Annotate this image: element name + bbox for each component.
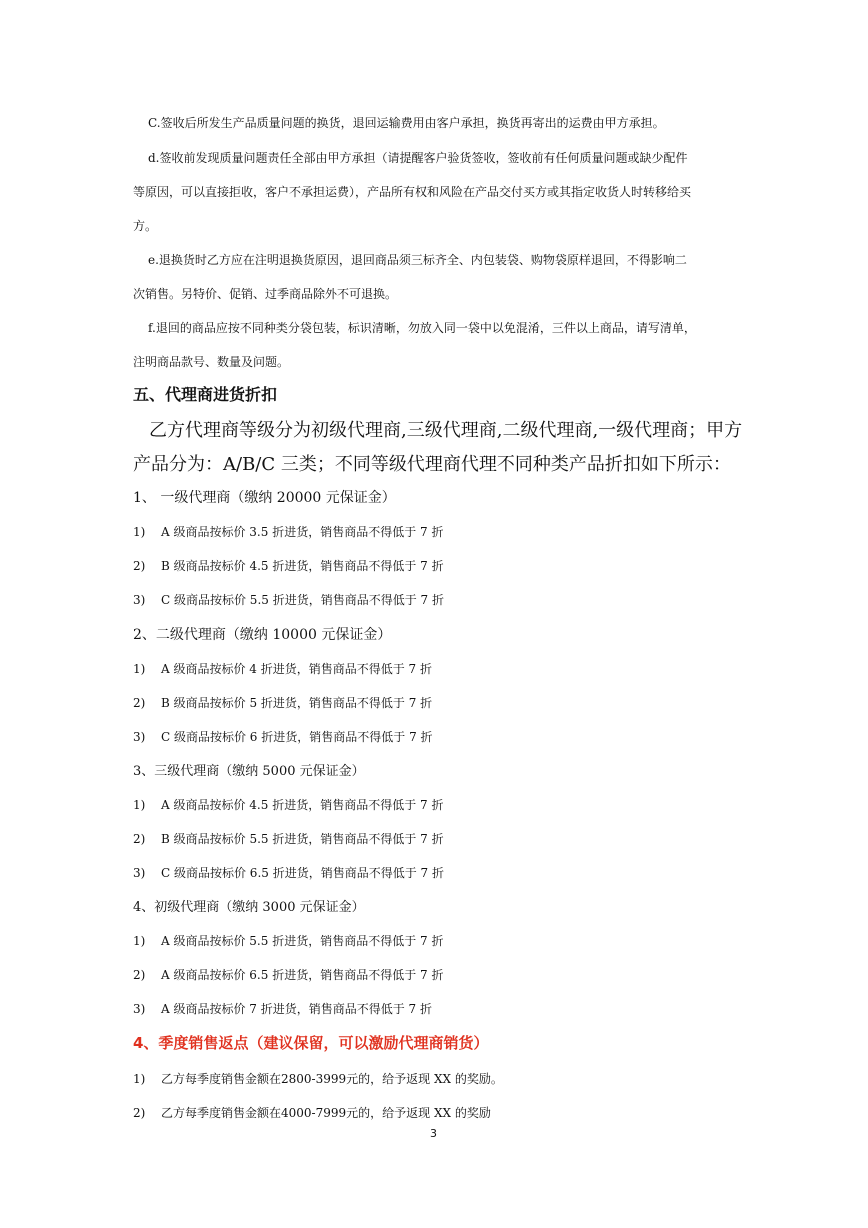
list-item: B 级商品按标价 5.5 折进货，销售商品不得低于 7 折: [161, 832, 444, 846]
list-number: 3): [133, 730, 146, 744]
list-number: 1): [133, 798, 146, 812]
tier-title: 4、初级代理商（缴纳 3000 元保证金）: [133, 900, 365, 915]
list-item: C 级商品按标价 5.5 折进货，销售商品不得低于 7 折: [161, 593, 444, 607]
list-item: A 级商品按标价 4.5 折进货，销售商品不得低于 7 折: [161, 798, 444, 812]
list-number: 3): [133, 593, 146, 607]
list-number: 2): [133, 559, 146, 573]
list-item: B 级商品按标价 5 折进货，销售商品不得低于 7 折: [161, 696, 433, 710]
list-item: A 级商品按标价 7 折进货，销售商品不得低于 7 折: [161, 1002, 433, 1016]
clause-d-line-1: d.签收前发现质量问题责任全部由甲方承担（请提醒客户验货签收，签收前有任何质量问题或缺少配件: [148, 151, 688, 165]
list-number: 3): [133, 866, 146, 880]
list-item: 乙方每季度销售金额在2800-3999元的，给予返现 XX 的奖励。: [161, 1072, 503, 1086]
list-number: 2): [133, 696, 146, 710]
list-item: B 级商品按标价 4.5 折进货，销售商品不得低于 7 折: [161, 559, 444, 573]
list-number: 1): [133, 662, 146, 676]
list-item: A 级商品按标价 5.5 折进货，销售商品不得低于 7 折: [161, 934, 444, 948]
clause-d-line-3: 方。: [133, 219, 158, 233]
section-intro-line-1: 乙方代理商等级分为初级代理商,三级代理商,二级代理商,一级代理商；甲方: [149, 420, 743, 441]
tier-title: 3、三级代理商（缴纳 5000 元保证金）: [133, 764, 365, 779]
section-heading: 五、代理商进货折扣: [133, 385, 278, 404]
list-item: A 级商品按标价 4 折进货，销售商品不得低于 7 折: [161, 662, 433, 676]
clause-c: C.签收后所发生产品质量问题的换货，退回运输费用由客户承担，换货再寄出的运费由甲方承担。: [148, 116, 665, 130]
list-number: 2): [133, 1106, 146, 1120]
section-intro-line-2: 产品分为：A/B/C 三类；不同等级代理商代理不同种类产品折扣如下所示：: [133, 454, 731, 475]
list-number: 1): [133, 1072, 146, 1086]
list-number: 1): [133, 525, 146, 539]
list-number: 2): [133, 968, 146, 982]
list-number: 2): [133, 832, 146, 846]
list-item: A 级商品按标价 3.5 折进货，销售商品不得低于 7 折: [161, 525, 444, 539]
list-number: 1): [133, 934, 146, 948]
list-number: 3): [133, 1002, 146, 1016]
tier-title: 2、二级代理商（缴纳 10000 元保证金）: [133, 627, 392, 643]
clause-f-line-1: f.退回的商品应按不同种类分袋包装，标识清晰，勿放入同一袋中以免混淆，三件以上商品，请写清单，: [148, 321, 696, 335]
list-item: C 级商品按标价 6 折进货，销售商品不得低于 7 折: [161, 730, 433, 744]
list-item: C 级商品按标价 6.5 折进货，销售商品不得低于 7 折: [161, 866, 444, 880]
list-item: 乙方每季度销售金额在4000-7999元的，给予返现 XX 的奖励: [161, 1106, 491, 1120]
list-item: A 级商品按标价 6.5 折进货，销售商品不得低于 7 折: [161, 968, 444, 982]
clause-f-line-2: 注明商品款号、数量及问题。: [133, 355, 290, 369]
page-number: 3: [430, 1127, 437, 1140]
rebate-heading: 4、季度销售返点（建议保留，可以激励代理商销货）: [133, 1034, 489, 1052]
clause-d-line-2: 等原因，可以直接拒收，客户不承担运费），产品所有权和风险在产品交付买方或其指定收货人时转移给买: [133, 185, 692, 199]
tier-title: 1、 一级代理商（缴纳 20000 元保证金）: [133, 490, 396, 506]
clause-e-line-2: 次销售。另特价、促销、过季商品除外不可退换。: [133, 287, 398, 301]
clause-e-line-1: e.退换货时乙方应在注明退换货原因，退回商品须三标齐全、内包装袋、购物袋原样退回，不得影响二: [148, 253, 687, 267]
